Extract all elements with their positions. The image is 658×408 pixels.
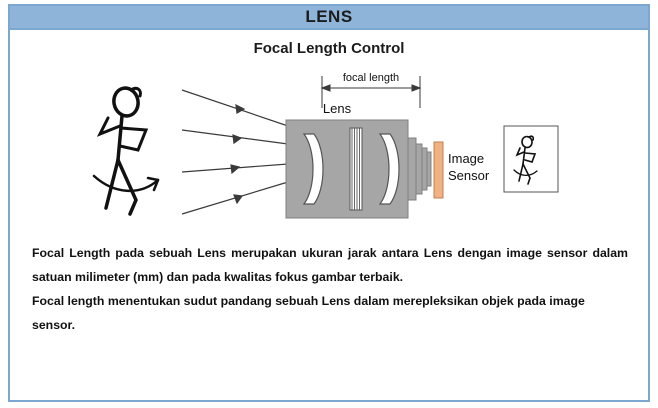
description-text <box>32 242 628 338</box>
page-title: LENS <box>305 7 353 26</box>
slide-title-bar <box>8 4 650 30</box>
focal-length-label: focal length <box>342 72 400 84</box>
lens-label: Lens <box>322 101 352 116</box>
person-image-on-sensor-icon <box>504 126 558 192</box>
camera-lens-barrel-icon <box>286 120 431 218</box>
light-ray-arrows-icon <box>182 90 288 214</box>
person-photographer-icon <box>94 86 158 214</box>
subtitle: Focal Length Control <box>253 40 405 57</box>
focal-length-diagram <box>30 68 630 233</box>
image-sensor-label-line2: Sensor <box>448 168 490 183</box>
description-paragraph-2: Focal length menentukan sudut pandang sebuah Lens dalam merepleksikan objek pada image sensor. <box>32 293 585 332</box>
description-paragraph-1: Focal Length pada sebuah Lens merupakan ukuran jarak antara Lens dengan image sensor dalam satuan milimeter (mm) dan pada kwalitas fokus gambar terbaik. <box>32 246 628 284</box>
image-sensor-label-line1: Image <box>448 151 485 166</box>
image-sensor-bar <box>434 142 443 198</box>
